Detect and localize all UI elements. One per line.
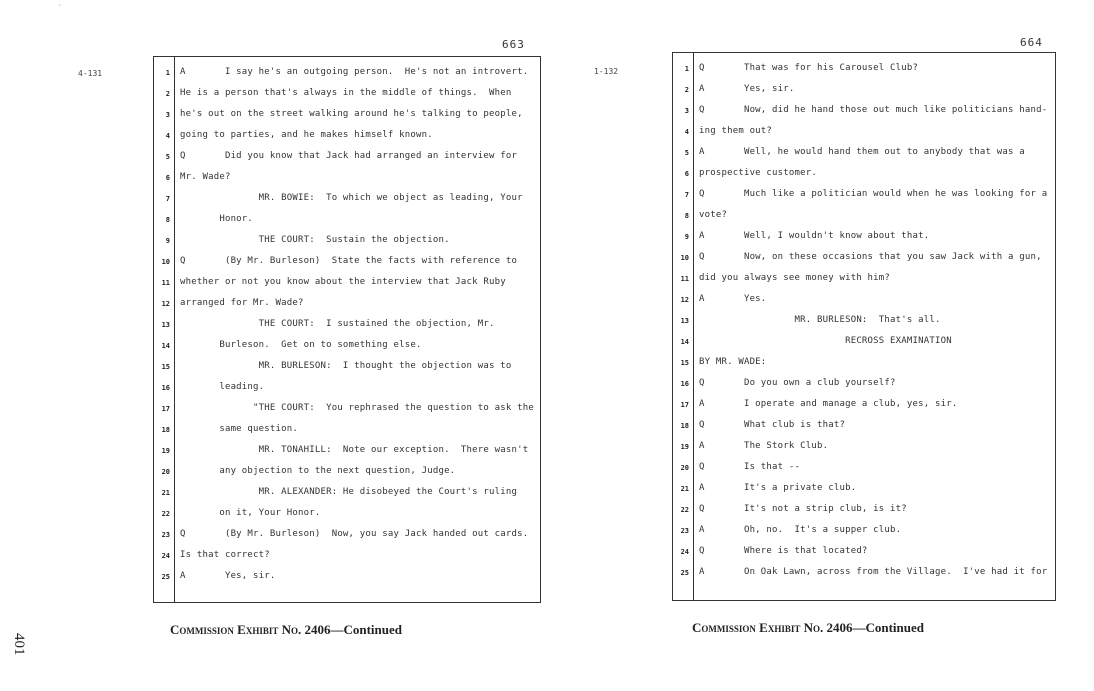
line-text: A Yes, sir. (180, 571, 276, 581)
line-number: 23 (161, 531, 170, 539)
transcript-line (673, 438, 1055, 459)
transcript-line (154, 274, 540, 295)
transcript-line (154, 106, 540, 127)
transcript-line (673, 354, 1055, 375)
transcript-line (673, 207, 1055, 228)
line-text: MR. TONAHILL: Note our exception. There wasn't (180, 445, 529, 455)
transcript-line (673, 165, 1055, 186)
transcript-line (154, 358, 540, 379)
line-number: 4 (684, 128, 689, 136)
transcript-line (154, 421, 540, 442)
transcript-line (673, 375, 1055, 396)
line-number: 19 (680, 443, 689, 451)
transcript-line (154, 337, 540, 358)
line-number: 22 (680, 506, 689, 514)
transcript-line (673, 396, 1055, 417)
line-number: 15 (680, 359, 689, 367)
line-text: whether or not you know about the interview that Jack Ruby (180, 277, 506, 287)
line-text: MR. BOWIE: To which we object as leading, Your (180, 193, 523, 203)
line-text: same question. (180, 424, 298, 434)
line-number: 5 (684, 149, 689, 157)
line-text: Burleson. Get on to something else. (180, 340, 422, 350)
transcript-line (154, 526, 540, 547)
line-text: on it, Your Honor. (180, 508, 321, 518)
line-text: going to parties, and he makes himself known. (180, 130, 433, 140)
exhibit-caption (692, 620, 924, 636)
line-text: Is that correct? (180, 550, 270, 560)
line-number: 24 (680, 548, 689, 556)
line-number: 12 (680, 296, 689, 304)
transcript-line (673, 228, 1055, 249)
line-text: leading. (180, 382, 265, 392)
line-text: "THE COURT: You rephrased the question to ask the (180, 403, 534, 413)
line-number: 19 (161, 447, 170, 455)
line-text: any objection to the next question, Judge. (180, 466, 456, 476)
transcript-line (154, 232, 540, 253)
transcript-volume-label: 1-132 (594, 67, 619, 76)
transcript-line (154, 127, 540, 148)
transcript-line (673, 123, 1055, 144)
line-number: 16 (161, 384, 170, 392)
line-text: A Oh, no. It's a supper club. (699, 525, 902, 535)
line-text: Q Where is that located? (699, 546, 868, 556)
line-text: Q Now, did he hand those out much like politicians hand- (699, 105, 1048, 115)
line-text: Q (By Mr. Burleson) State the facts with reference to (180, 256, 518, 266)
line-number: 16 (680, 380, 689, 388)
transcript-line (154, 253, 540, 274)
line-number: 8 (165, 216, 170, 224)
transcript-line (673, 522, 1055, 543)
line-text: MR. BURLESON: That's all. (699, 315, 941, 325)
line-text: A On Oak Lawn, across from the Village. I've had it for (699, 567, 1048, 577)
line-text: Q That was for his Carousel Club? (699, 63, 919, 73)
vertical-page-number: 401 (11, 633, 27, 656)
line-number: 9 (684, 233, 689, 241)
line-text: he's out on the street walking around he's talking to people, (180, 109, 523, 119)
exhibit-caption (170, 622, 402, 638)
line-text: vote? (699, 210, 728, 220)
line-number: 1 (684, 65, 689, 73)
line-number: 14 (680, 338, 689, 346)
transcript-line (154, 379, 540, 400)
transcript-line (673, 312, 1055, 333)
line-text: THE COURT: I sustained the objection, Mr. (180, 319, 495, 329)
line-text: A I operate and manage a club, yes, sir. (699, 399, 958, 409)
line-number: 1 (165, 69, 170, 77)
line-text: THE COURT: Sustain the objection. (180, 235, 450, 245)
line-number: 3 (684, 107, 689, 115)
exhibit-caption-prefix: Commission Exhibit No. (692, 620, 824, 635)
transcript-line (154, 85, 540, 106)
transcript-line (673, 144, 1055, 165)
line-text: did you always see money with him? (699, 273, 891, 283)
transcript-line (673, 102, 1055, 123)
transcript-line (154, 547, 540, 568)
transcript-frame (672, 52, 1056, 601)
line-number: 2 (684, 86, 689, 94)
line-text: prospective customer. (699, 168, 817, 178)
line-text: Q It's not a strip club, is it? (699, 504, 907, 514)
line-text: A The Stork Club. (699, 441, 829, 451)
line-number: 20 (680, 464, 689, 472)
line-number: 4 (165, 132, 170, 140)
line-number: 5 (165, 153, 170, 161)
page-number: 663 (502, 38, 525, 51)
transcript-line (154, 316, 540, 337)
scan-mark: · (58, 2, 62, 9)
line-number: 14 (161, 342, 170, 350)
line-number: 11 (680, 275, 689, 283)
line-text: RECROSS EXAMINATION (699, 336, 952, 346)
transcript-line (154, 148, 540, 169)
line-number: 25 (161, 573, 170, 581)
line-text: A Well, he would hand them out to anybody that was a (699, 147, 1025, 157)
line-number: 8 (684, 212, 689, 220)
line-text: Q (By Mr. Burleson) Now, you say Jack handed out cards. (180, 529, 529, 539)
right-page (547, 0, 1094, 691)
line-text: BY MR. WADE: (699, 357, 767, 367)
line-text: Q Much like a politician would when he was looking for a (699, 189, 1048, 199)
transcript-line (154, 190, 540, 211)
exhibit-caption-number: 2406—Continued (826, 620, 924, 635)
line-number: 18 (161, 426, 170, 434)
line-number: 17 (161, 405, 170, 413)
line-number: 21 (680, 485, 689, 493)
transcript-line (673, 501, 1055, 522)
transcript-line (673, 186, 1055, 207)
transcript-line (673, 417, 1055, 438)
line-number: 21 (161, 489, 170, 497)
line-number: 18 (680, 422, 689, 430)
transcript-line (154, 463, 540, 484)
line-text: Q What club is that? (699, 420, 846, 430)
line-text: He is a person that's always in the middle of things. When (180, 88, 512, 98)
line-number: 24 (161, 552, 170, 560)
line-number: 10 (680, 254, 689, 262)
exhibit-caption-prefix: Commission Exhibit No. (170, 622, 302, 637)
transcript-line (154, 295, 540, 316)
line-text: A Yes. (699, 294, 767, 304)
line-number: 7 (684, 191, 689, 199)
line-number: 6 (165, 174, 170, 182)
transcript-line (673, 564, 1055, 585)
line-number: 6 (684, 170, 689, 178)
line-number: 23 (680, 527, 689, 535)
transcript-line (673, 543, 1055, 564)
page-number: 664 (1020, 36, 1043, 49)
transcript-line (154, 484, 540, 505)
frame-top-border (154, 56, 540, 57)
line-text: Honor. (180, 214, 254, 224)
line-text: arranged for Mr. Wade? (180, 298, 304, 308)
transcript-line (673, 291, 1055, 312)
line-text: Q Is that -- (699, 462, 801, 472)
line-text: ing them out? (699, 126, 773, 136)
line-number: 15 (161, 363, 170, 371)
transcript-volume-label: 4-131 (78, 69, 103, 78)
transcript-line (154, 442, 540, 463)
line-text: Q Did you know that Jack had arranged an interview for (180, 151, 518, 161)
transcript-line (673, 333, 1055, 354)
transcript-line (673, 270, 1055, 291)
line-number: 3 (165, 111, 170, 119)
line-number: 7 (165, 195, 170, 203)
transcript-line (154, 64, 540, 85)
transcript-frame (153, 56, 541, 603)
line-text: Mr. Wade? (180, 172, 231, 182)
line-text: MR. ALEXANDER: He disobeyed the Court's ruling (180, 487, 518, 497)
line-number: 13 (161, 321, 170, 329)
frame-top-border (673, 52, 1055, 53)
line-number: 2 (165, 90, 170, 98)
transcript-line (673, 459, 1055, 480)
line-text: A Well, I wouldn't know about that. (699, 231, 930, 241)
line-text: A Yes, sir. (699, 84, 795, 94)
line-number: 25 (680, 569, 689, 577)
line-text: Q Do you own a club yourself? (699, 378, 896, 388)
line-number: 12 (161, 300, 170, 308)
transcript-line (673, 480, 1055, 501)
transcript-line (673, 60, 1055, 81)
line-number: 20 (161, 468, 170, 476)
transcript-line (673, 249, 1055, 270)
exhibit-caption-number: 2406—Continued (304, 622, 402, 637)
line-number: 22 (161, 510, 170, 518)
transcript-line (154, 400, 540, 421)
line-number: 11 (161, 279, 170, 287)
line-text: Q Now, on these occasions that you saw Jack with a gun, (699, 252, 1042, 262)
line-number: 10 (161, 258, 170, 266)
line-number: 17 (680, 401, 689, 409)
line-text: A I say he's an outgoing person. He's not an introvert. (180, 67, 529, 77)
transcript-line (673, 81, 1055, 102)
transcript-line (154, 211, 540, 232)
transcript-line (154, 568, 540, 589)
transcript-line (154, 169, 540, 190)
line-number: 9 (165, 237, 170, 245)
transcript-line (154, 505, 540, 526)
line-text: MR. BURLESON: I thought the objection was to (180, 361, 512, 371)
line-text: A It's a private club. (699, 483, 857, 493)
line-number: 13 (680, 317, 689, 325)
